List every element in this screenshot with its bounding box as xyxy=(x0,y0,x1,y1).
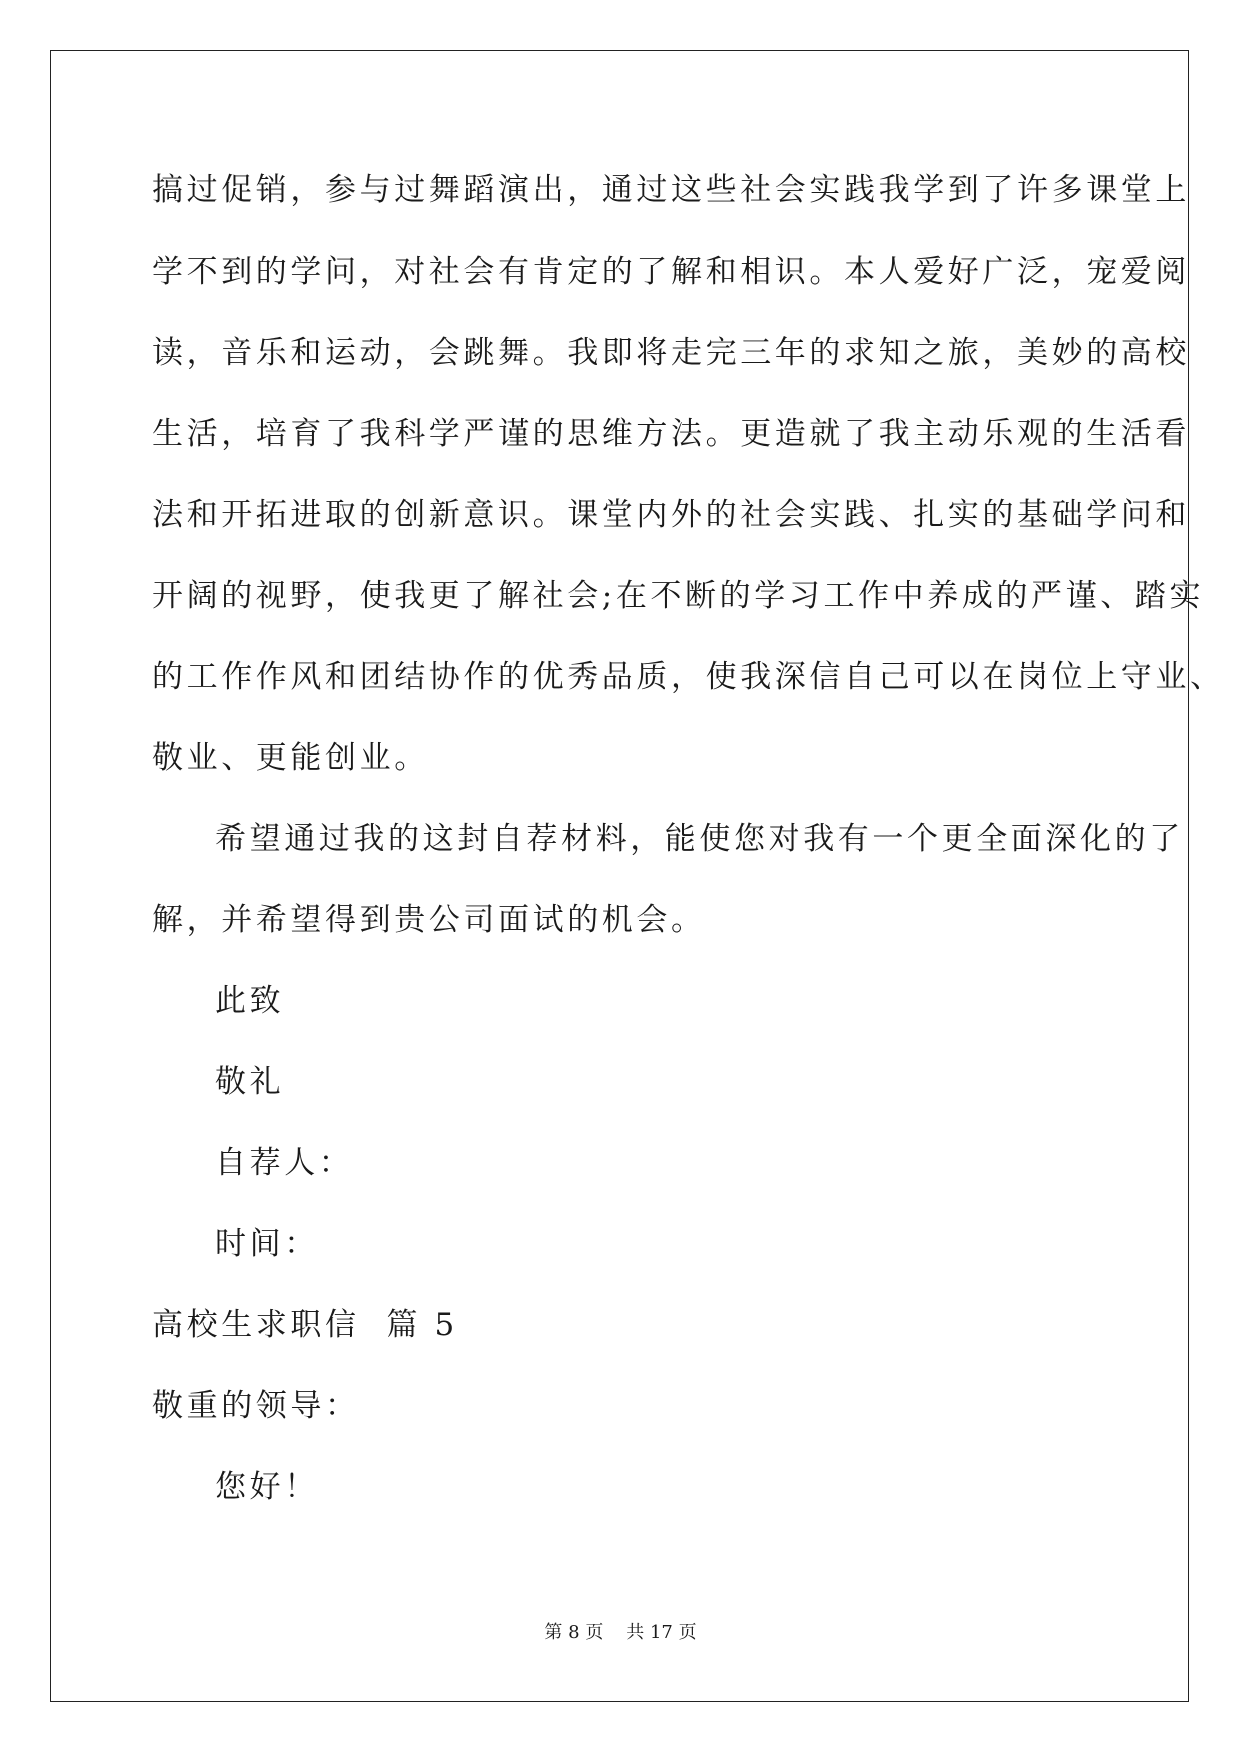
page-footer xyxy=(0,1618,1241,1644)
body-line: 开阔的视野，使我更了解社会;在不断的学习工作中养成的严谨、踏实 xyxy=(152,578,1205,614)
body-line: 学不到的学问，对社会有肯定的了解和相识。本人爱好广泛，宠爱阅 xyxy=(152,254,1190,290)
closing-regards: 敬礼 xyxy=(215,1064,285,1100)
body-line: 解，并希望得到贵公司面试的机会。 xyxy=(152,902,706,938)
page-total: 共 17 页 xyxy=(626,1622,697,1643)
body-line: 搞过促销，参与过舞蹈演出，通过这些社会实践我学到了许多课堂上 xyxy=(152,172,1190,208)
body-line: 生活，培育了我科学严谨的思维方法。更造就了我主动乐观的生活看 xyxy=(152,416,1190,452)
closing-salutation: 此致 xyxy=(215,983,285,1019)
body-line: 希望通过我的这封自荐材料，能使您对我有一个更全面深化的了 xyxy=(215,821,1184,857)
body-line: 法和开拓进取的创新意识。课堂内外的社会实践、扎实的基础学问和 xyxy=(152,497,1190,533)
body-line: 的工作作风和团结协作的优秀品质，使我深信自己可以在岗位上守业、 xyxy=(152,659,1225,695)
page-border xyxy=(50,50,1189,1702)
greeting: 您好！ xyxy=(215,1469,319,1505)
body-line: 敬业、更能创业。 xyxy=(152,740,429,776)
section-title: 高校生求职信 篇 5 xyxy=(152,1307,458,1343)
signature-label: 自荐人： xyxy=(215,1145,354,1181)
body-line: 读，音乐和运动，会跳舞。我即将走完三年的求知之旅，美妙的高校 xyxy=(152,335,1190,371)
date-label: 时间： xyxy=(215,1226,319,1262)
page-number: 第 8 页 xyxy=(544,1622,604,1643)
greeting-recipient: 敬重的领导： xyxy=(152,1388,360,1424)
